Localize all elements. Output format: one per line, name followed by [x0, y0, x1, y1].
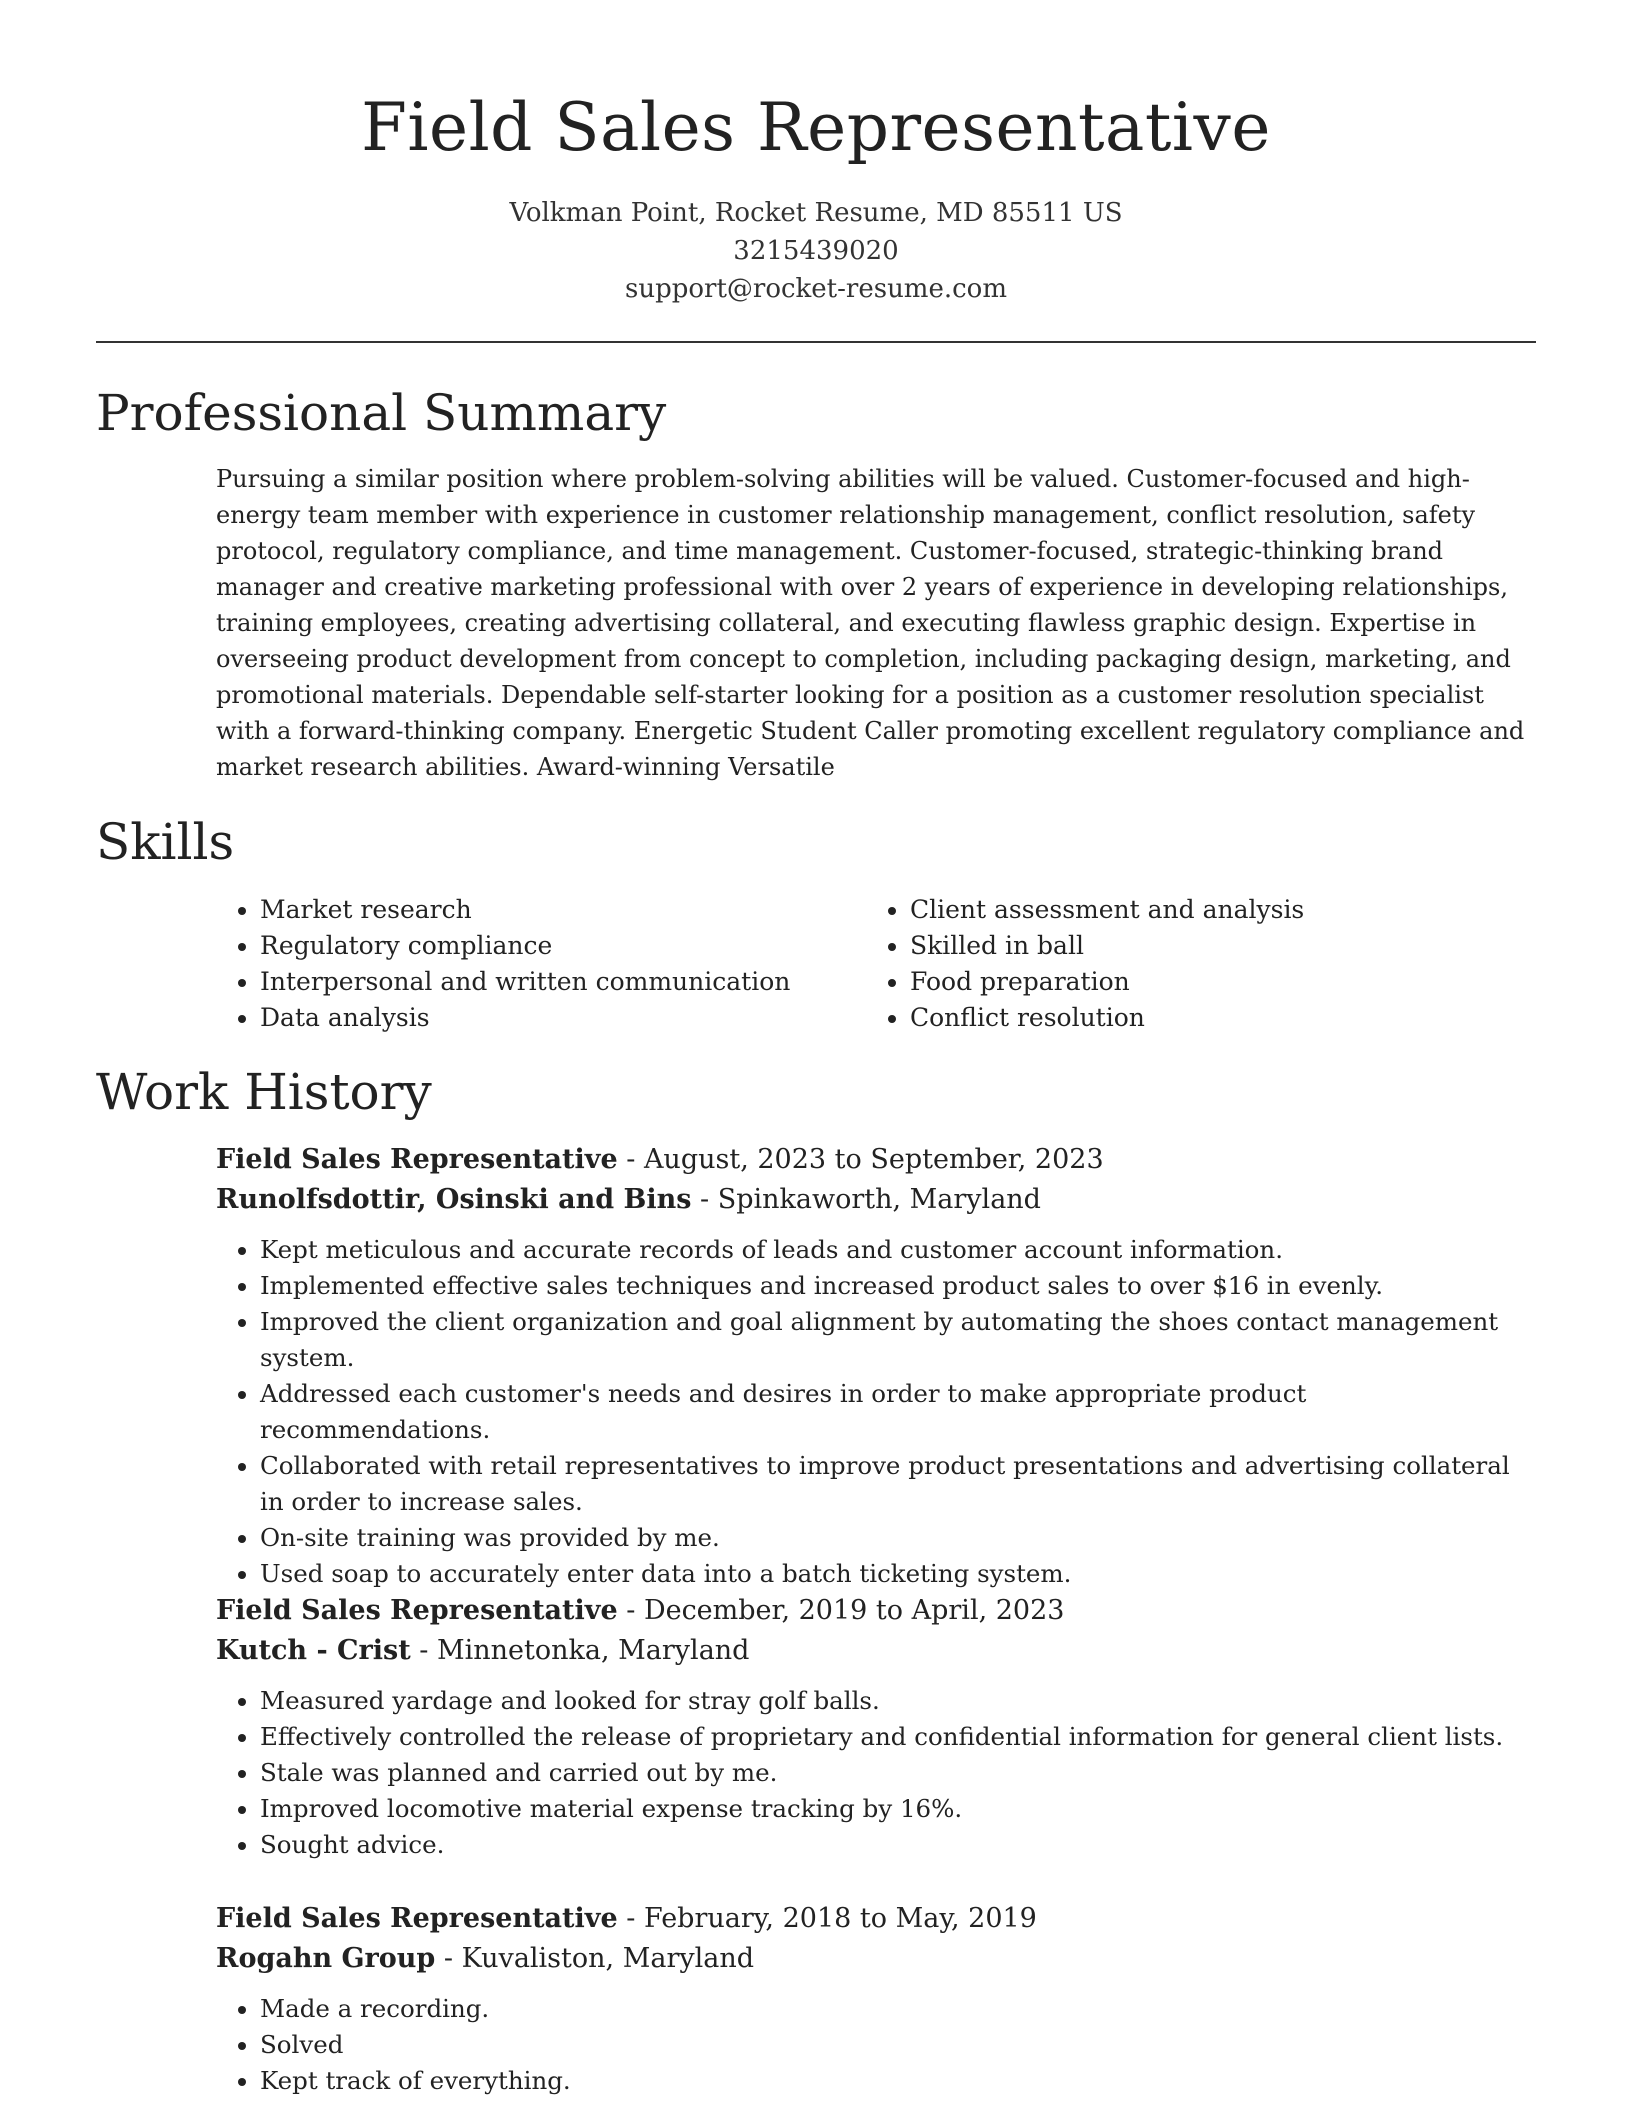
job-bullet: • Improved locomotive material expense tracking by 16%. — [260, 1791, 1536, 1827]
contact-phone: 3215439020 — [733, 236, 899, 266]
work-history-heading: Work History — [96, 1063, 432, 1121]
job-entry — [216, 1591, 1536, 1863]
job-bullet: • Improved the client organization and goal alignment by automating the shoes contact management system. — [260, 1304, 1536, 1376]
job-title: Field Sales Representative — [216, 1903, 618, 1934]
job-bullet: • Sought advice. — [260, 1827, 1536, 1863]
job-bullet: • Solved — [260, 2027, 1536, 2063]
header-divider — [96, 341, 1536, 343]
job-location: Kuvaliston, Maryland — [461, 1943, 755, 1974]
job-bullet: • Addressed each customer's needs and desires in order to make appropriate product recommendations. — [260, 1376, 1536, 1448]
separator: - — [617, 1144, 644, 1175]
job-bullet: • Collaborated with retail representatives to improve product presentations and advertising collateral in order to increase sales. — [260, 1448, 1536, 1520]
separator: - — [691, 1184, 718, 1215]
candidate-name: Field Sales Representative — [361, 89, 1271, 166]
contact-address: Volkman Point, Rocket Resume, MD 85511 US — [509, 198, 1123, 228]
job-bullets — [216, 1683, 1536, 1863]
separator: - — [617, 1903, 644, 1934]
job-bullet: • Implemented effective sales techniques and increased product sales to over $16 in evenly. — [260, 1268, 1536, 1304]
contact-email: support@rocket-resume.com — [624, 274, 1007, 304]
job-title-line — [216, 1140, 1536, 1180]
summary-text: Pursuing a similar position where problem-solving abilities will be valued. Customer-focused and high-energy team member with experience in customer relationship management, conflict resolution, safety protocol, regulatory compliance, and time management. Customer-focused, strategic-thinking brand manager and creative marketing professional with over 2 years of experience in developing relationships, training employees, creating advertising collateral, and executing flawless graphic design. Expertise in overseeing product development from concept to completion, including packaging design, marketing, and promotional materials. Dependable self-starter looking for a position as a customer resolution specialist with a forward-thinking company. Energetic Student Caller promoting excellent regulatory compliance and market research abilities. Award-winning Versatile — [216, 465, 1525, 781]
job-bullet: • On-site training was provided by me. — [260, 1520, 1536, 1556]
separator: - — [435, 1943, 462, 1974]
job-company-line — [216, 1631, 1536, 1671]
job-bullet: • Stale was planned and carried out by me. — [260, 1755, 1536, 1791]
skill-item: • Conflict resolution — [910, 1000, 1550, 1036]
job-location: Spinkaworth, Maryland — [717, 1184, 1041, 1215]
job-dates: December, 2019 to April, 2023 — [643, 1595, 1065, 1626]
skills-heading: Skills — [96, 813, 235, 871]
job-dates: August, 2023 to September, 2023 — [643, 1144, 1104, 1175]
job-bullets — [216, 1991, 1536, 2099]
job-bullets — [216, 1232, 1536, 1592]
skill-item: • Data analysis — [260, 1000, 860, 1036]
job-company: Runolfsdottir, Osinski and Bins — [216, 1184, 692, 1215]
resume-header — [96, 80, 1536, 308]
job-bullet: • Used soap to accurately enter data into a batch ticketing system. — [260, 1556, 1536, 1592]
job-bullet: • Kept meticulous and accurate records of leads and customer account information. — [260, 1232, 1536, 1268]
skill-item: • Market research — [260, 892, 860, 928]
skill-item: • Interpersonal and written communication — [260, 964, 860, 1000]
job-bullet: • Effectively controlled the release of proprietary and confidential information for general client lists. — [260, 1719, 1536, 1755]
separator: - — [410, 1635, 437, 1666]
job-entry — [216, 1140, 1536, 1592]
job-entry — [216, 1899, 1536, 2099]
job-bullet: • Measured yardage and looked for stray golf balls. — [260, 1683, 1536, 1719]
job-bullet: • Kept track of everything. — [260, 2063, 1536, 2099]
skill-item: • Client assessment and analysis — [910, 892, 1550, 928]
job-company-line — [216, 1939, 1536, 1979]
job-title-line — [216, 1591, 1536, 1631]
skill-item: • Skilled in ball — [910, 928, 1550, 964]
summary-heading: Professional Summary — [96, 384, 667, 442]
job-company: Rogahn Group — [216, 1943, 436, 1974]
skill-item: • Regulatory compliance — [260, 928, 860, 964]
job-dates: February, 2018 to May, 2019 — [643, 1903, 1037, 1934]
job-location: Minnetonka, Maryland — [437, 1635, 750, 1666]
skills-list-left — [216, 892, 860, 1036]
job-title-line — [216, 1899, 1536, 1939]
job-bullet: • Made a recording. — [260, 1991, 1536, 2027]
job-company-line — [216, 1180, 1536, 1220]
separator: - — [617, 1595, 644, 1626]
job-title: Field Sales Representative — [216, 1144, 618, 1175]
job-company: Kutch - Crist — [216, 1635, 411, 1666]
skills-list-right — [866, 892, 1550, 1036]
job-title: Field Sales Representative — [216, 1595, 618, 1626]
skill-item: • Food preparation — [910, 964, 1550, 1000]
